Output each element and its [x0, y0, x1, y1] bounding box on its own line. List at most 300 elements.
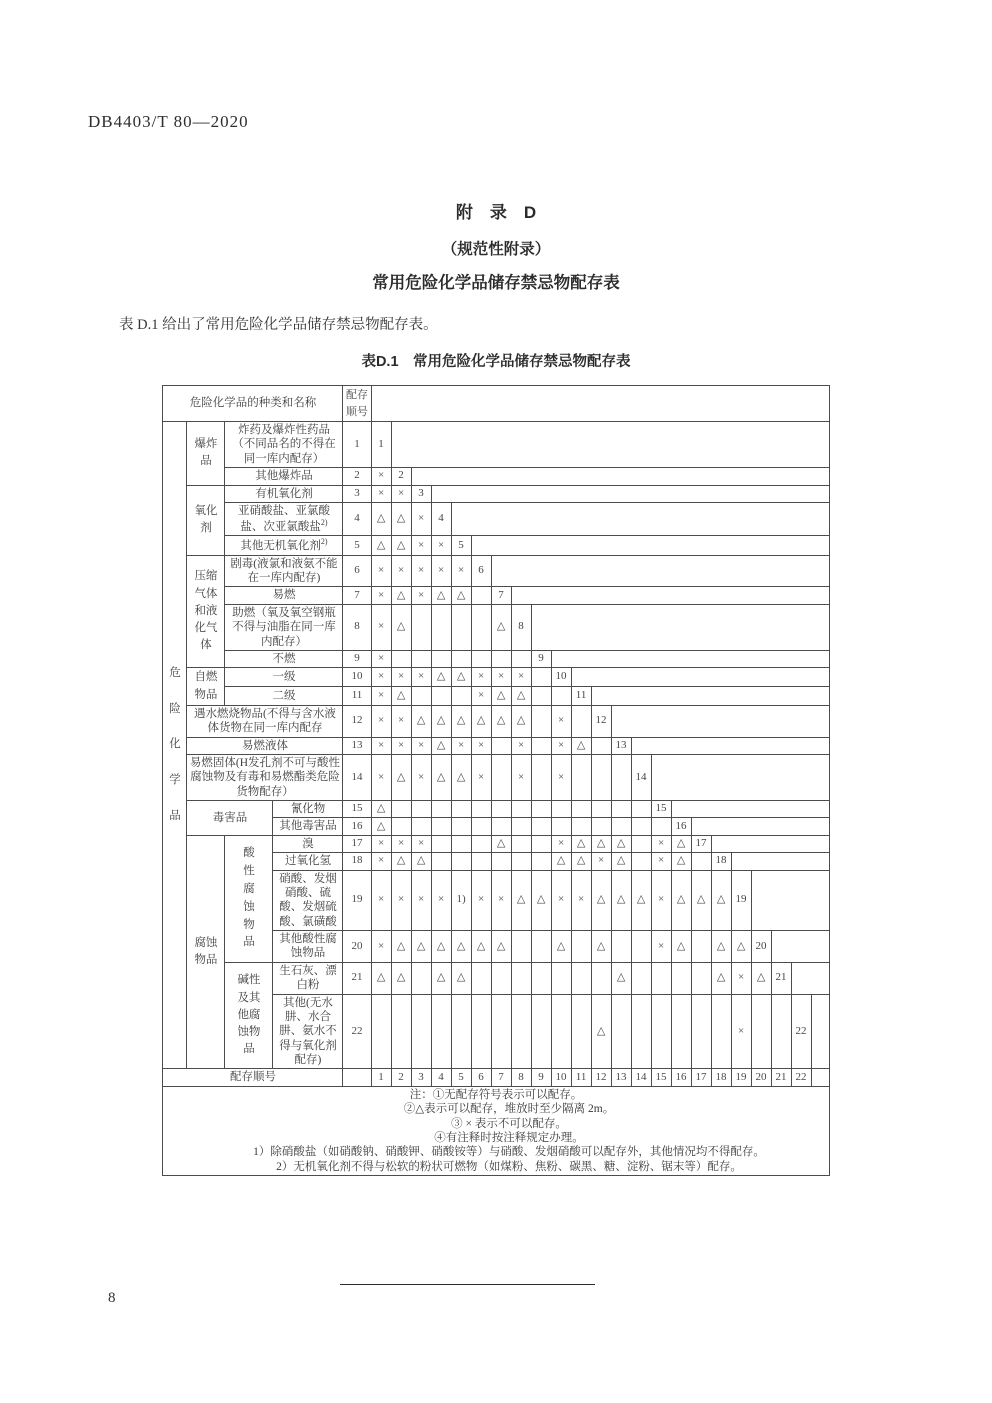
matrix-cell-r17-c11: △ [571, 835, 591, 852]
matrix-cell-r21-c2: △ [391, 962, 411, 994]
matrix-diagonal-10: 10 [551, 668, 571, 687]
matrix-cell-r16-c15 [651, 818, 671, 835]
compatibility-table [162, 385, 829, 1176]
footnote-mark: 2) [320, 518, 328, 528]
row-label-14: 易燃固体(H发孔剂不可与酸性腐蚀物及有毒和易燃酯类危险货物配存） [187, 754, 343, 800]
matrix-void [691, 818, 829, 835]
matrix-diagonal-1: 1 [371, 422, 391, 468]
footer-number-12: 12 [591, 1069, 611, 1086]
matrix-cell-r20-c1: × [371, 931, 391, 963]
matrix-cell-r10-c9 [531, 668, 551, 687]
matrix-cell-r15-c12 [591, 801, 611, 818]
matrix-cell-r10-c4: △ [431, 668, 451, 687]
header-seq-label: 配存顺号 [346, 389, 368, 418]
matrix-cell-r17-c15: × [651, 835, 671, 852]
matrix-cell-r20-c4: △ [431, 931, 451, 963]
row-number-12: 12 [343, 705, 371, 737]
matrix-cell-r8-c7: △ [491, 604, 511, 650]
row-number-4: 4 [343, 502, 371, 536]
matrix-cell-r19-c9: △ [531, 870, 551, 931]
matrix-cell-r15-c5 [451, 801, 471, 818]
category-root: 危险化学品 [163, 422, 187, 1069]
matrix-void [551, 650, 829, 667]
footer-number-13: 13 [611, 1069, 631, 1086]
matrix-cell-r16-c14 [631, 818, 651, 835]
row-label-11: 二级 [225, 687, 343, 706]
notes-cell [163, 1086, 829, 1175]
matrix-cell-r10-c8: × [511, 668, 531, 687]
matrix-cell-r20-c14 [631, 931, 651, 963]
matrix-cell-r12-c8: △ [511, 705, 531, 737]
matrix-cell-r14-c6: × [471, 754, 491, 800]
row-label-12: 遇水燃烧物品(不得与含水液体货物在同一库内配存 [187, 705, 343, 737]
matrix-diagonal-6: 6 [471, 555, 491, 587]
matrix-cell-r16-c3 [411, 818, 431, 835]
matrix-cell-r20-c18: △ [711, 931, 731, 963]
matrix-cell-r12-c10: × [551, 705, 571, 737]
row-label-13: 易燃液体 [187, 737, 343, 754]
note-line-1: 注：①无配存符号表示可以配存。 [409, 1088, 583, 1101]
row-label-6: 剧毒(液氯和液氨不能在一库内配存) [225, 555, 343, 587]
matrix-cell-r6-c4: × [431, 555, 451, 587]
row-number-10: 10 [343, 668, 371, 687]
matrix-cell-r20-c8 [511, 931, 531, 963]
matrix-void [411, 468, 829, 485]
matrix-cell-r19-c2: × [391, 870, 411, 931]
matrix-cell-r13-c12 [591, 737, 611, 754]
matrix-diagonal-7: 7 [491, 587, 511, 604]
matrix-cell-r22-c19: × [731, 994, 751, 1069]
matrix-cell-r11-c1: × [371, 687, 391, 706]
content-area [90, 0, 902, 1176]
footer-number-7: 7 [491, 1069, 511, 1086]
matrix-cell-r14-c10: × [551, 754, 571, 800]
note-line-2: ②△表示可以配存，堆放时至少隔离 2m。 [403, 1103, 615, 1116]
matrix-cell-r11-c3 [411, 687, 431, 706]
footer-number-16: 16 [671, 1069, 691, 1086]
matrix-cell-r18-c5 [451, 853, 471, 870]
matrix-diagonal-17: 17 [691, 835, 711, 852]
matrix-cell-r20-c6: △ [471, 931, 491, 963]
matrix-cell-r8-c1: × [371, 604, 391, 650]
row-label-19: 硝酸、发烟硝酸、硫酸、发烟硫酸、氯磺酸 [273, 870, 343, 931]
matrix-cell-r20-c11 [571, 931, 591, 963]
matrix-cell-r12-c11 [571, 705, 591, 737]
matrix-cell-r14-c8: × [511, 754, 531, 800]
matrix-cell-r10-c5: △ [451, 668, 471, 687]
matrix-cell-r10-c3: × [411, 668, 431, 687]
matrix-cell-r17-c12: △ [591, 835, 611, 852]
matrix-cell-r19-c16: △ [671, 870, 691, 931]
matrix-cell-r14-c7 [491, 754, 511, 800]
matrix-cell-r16-c11 [571, 818, 591, 835]
matrix-cell-r15-c7 [491, 801, 511, 818]
footer-separator [340, 1284, 595, 1285]
matrix-cell-r4-c1: △ [371, 502, 391, 536]
matrix-cell-r18-c7 [491, 853, 511, 870]
matrix-cell-r5-c2: △ [391, 536, 411, 555]
matrix-cell-r5-c1: △ [371, 536, 391, 555]
matrix-cell-r9-c7 [491, 650, 511, 667]
row-label-2: 其他爆炸品 [225, 468, 343, 485]
table-row-4 [163, 502, 829, 536]
row-number-7: 7 [343, 587, 371, 604]
matrix-cell-r17-c2: × [391, 835, 411, 852]
table-row-12 [163, 705, 829, 737]
matrix-void [511, 587, 829, 604]
matrix-cell-r22-c16 [671, 994, 691, 1069]
matrix-cell-r8-c3 [411, 604, 431, 650]
matrix-diagonal-19: 19 [731, 870, 751, 931]
matrix-void [751, 870, 829, 931]
row-label-22: 其他(无水肼、水合肼、氨水不得与氧化剂配存) [273, 994, 343, 1069]
appendix-type: （规范性附录） [441, 241, 551, 258]
table-notes-row [163, 1086, 829, 1175]
row-number-17: 17 [343, 835, 371, 852]
matrix-cell-r18-c4 [431, 853, 451, 870]
doc-code: DB4403/T 80—2020 [88, 112, 249, 131]
matrix-cell-r16-c8 [511, 818, 531, 835]
row-label-18: 过氧化氢 [273, 853, 343, 870]
matrix-cell-r20-c17 [691, 931, 711, 963]
matrix-cell-r21-c4: △ [431, 962, 451, 994]
matrix-cell-r12-c1: × [371, 705, 391, 737]
table-row-14 [163, 754, 829, 800]
matrix-cell-r16-c4 [431, 818, 451, 835]
matrix-cell-r6-c2: × [391, 555, 411, 587]
matrix-cell-r21-c9 [531, 962, 551, 994]
matrix-cell-r17-c13: △ [611, 835, 631, 852]
row-number-1: 1 [343, 422, 371, 468]
matrix-void [791, 962, 829, 994]
row-number-14: 14 [343, 754, 371, 800]
matrix-diagonal-9: 9 [531, 650, 551, 667]
matrix-cell-r21-c3 [411, 962, 431, 994]
row-label-15: 氰化物 [273, 801, 343, 818]
table-row-15 [163, 801, 829, 818]
matrix-cell-r8-c5 [451, 604, 471, 650]
matrix-cell-r14-c2: △ [391, 754, 411, 800]
matrix-diagonal-5: 5 [451, 536, 471, 555]
matrix-cell-r18-c12: × [591, 853, 611, 870]
matrix-cell-r15-c11 [571, 801, 591, 818]
matrix-void [491, 555, 829, 587]
row-number-8: 8 [343, 604, 371, 650]
matrix-cell-r12-c3: △ [411, 705, 431, 737]
footer-number-20: 20 [751, 1069, 771, 1086]
matrix-cell-r6-c5: × [451, 555, 471, 587]
matrix-diagonal-21: 21 [771, 962, 791, 994]
footnote-mark: 2) [320, 537, 328, 547]
matrix-cell-r15-c4 [431, 801, 451, 818]
matrix-cell-r19-c17: △ [691, 870, 711, 931]
footer-number-18: 18 [711, 1069, 731, 1086]
matrix-cell-r11-c7: △ [491, 687, 511, 706]
category-group-corrosive: 腐蚀物品 [187, 835, 225, 1069]
matrix-cell-r18-c16: △ [671, 853, 691, 870]
row-number-13: 13 [343, 737, 371, 754]
matrix-cell-r13-c3: × [411, 737, 431, 754]
category-group-compressed-gas: 压缩气体和液化气体 [187, 555, 225, 668]
matrix-cell-r13-c1: × [371, 737, 391, 754]
matrix-cell-r20-c19: △ [731, 931, 751, 963]
footer-seq-label: 配存顺号 [163, 1069, 343, 1086]
matrix-diagonal-22: 22 [791, 994, 811, 1069]
matrix-cell-r7-c2: △ [391, 587, 411, 604]
matrix-cell-r11-c10 [551, 687, 571, 706]
matrix-cell-r18-c15: × [651, 853, 671, 870]
matrix-cell-r21-c6 [471, 962, 491, 994]
matrix-cell-r12-c6: △ [471, 705, 491, 737]
matrix-cell-r10-c7: × [491, 668, 511, 687]
matrix-cell-r5-c3: × [411, 536, 431, 555]
note-line-6: 2）无机氧化剂不得与松软的粉状可燃物（如煤粉、焦粉、碳黑、糖、淀粉、锯末等）配存。 [276, 1160, 742, 1173]
matrix-cell-r19-c13: △ [611, 870, 631, 931]
matrix-cell-r10-c2: × [391, 668, 411, 687]
matrix-cell-r20-c13 [611, 931, 631, 963]
matrix-cell-r4-c3: × [411, 502, 431, 536]
row-number-2: 2 [343, 468, 371, 485]
row-number-21: 21 [343, 962, 371, 994]
matrix-cell-r17-c10: × [551, 835, 571, 852]
matrix-cell-r9-c1: × [371, 650, 391, 667]
matrix-cell-r19-c11: × [571, 870, 591, 931]
matrix-cell-r8-c2: △ [391, 604, 411, 650]
matrix-cell-r22-c8 [511, 994, 531, 1069]
matrix-cell-r18-c10: △ [551, 853, 571, 870]
footer-number-11: 11 [571, 1069, 591, 1086]
note-line-4: ④有注释时按注释规定办理。 [434, 1131, 584, 1144]
matrix-cell-r19-c18: △ [711, 870, 731, 931]
matrix-diagonal-15: 15 [651, 801, 671, 818]
matrix-cell-r11-c8: △ [511, 687, 531, 706]
matrix-cell-r15-c8 [511, 801, 531, 818]
matrix-cell-r21-c12 [591, 962, 611, 994]
note-line-3: ③ × 表示不可以配存。 [451, 1117, 567, 1130]
footer-number-15: 15 [651, 1069, 671, 1086]
matrix-cell-r11-c9 [531, 687, 551, 706]
matrix-cell-r22-c10 [551, 994, 571, 1069]
matrix-cell-r20-c5: △ [451, 931, 471, 963]
footer-number-21: 21 [771, 1069, 791, 1086]
matrix-cell-r9-c8 [511, 650, 531, 667]
matrix-cell-r13-c6: × [471, 737, 491, 754]
matrix-void [731, 853, 829, 870]
matrix-cell-r21-c14 [631, 962, 651, 994]
matrix-cell-r7-c5: △ [451, 587, 471, 604]
table-row-8 [163, 604, 829, 650]
matrix-cell-r19-c3: × [411, 870, 431, 931]
matrix-cell-r12-c7: △ [491, 705, 511, 737]
footer-number-1: 1 [371, 1069, 391, 1086]
matrix-cell-r14-c3: × [411, 754, 431, 800]
matrix-cell-r22-c12: △ [591, 994, 611, 1069]
matrix-cell-r13-c4: △ [431, 737, 451, 754]
matrix-void [611, 705, 829, 737]
matrix-cell-r18-c17 [691, 853, 711, 870]
matrix-cell-r18-c8 [511, 853, 531, 870]
matrix-cell-r18-c14 [631, 853, 651, 870]
matrix-cell-r19-c4: × [431, 870, 451, 931]
matrix-cell-r7-c6 [471, 587, 491, 604]
matrix-cell-r10-c1: × [371, 668, 391, 687]
footer-blank-cell [343, 1069, 371, 1086]
matrix-cell-r18-c2: △ [391, 853, 411, 870]
footer-number-8: 8 [511, 1069, 531, 1086]
matrix-cell-r22-c13 [611, 994, 631, 1069]
matrix-diagonal-16: 16 [671, 818, 691, 835]
matrix-cell-r3-c2: × [391, 485, 411, 502]
matrix-cell-r16-c10 [551, 818, 571, 835]
row-label-9: 不燃 [225, 650, 343, 667]
matrix-cell-r13-c8: × [511, 737, 531, 754]
header-void [371, 386, 829, 422]
matrix-cell-r21-c13: △ [611, 962, 631, 994]
table-footer-row [163, 1069, 829, 1086]
row-label-21: 生石灰、漂白粉 [273, 962, 343, 994]
row-number-19: 19 [343, 870, 371, 931]
matrix-cell-r9-c4 [431, 650, 451, 667]
matrix-void [451, 502, 829, 536]
category-group-pyrophoric: 自燃物品 [187, 668, 225, 706]
matrix-cell-r19-c5: 1) [451, 870, 471, 931]
matrix-cell-r4-c2: △ [391, 502, 411, 536]
table-row-1 [163, 422, 829, 468]
matrix-cell-r3-c1: × [371, 485, 391, 502]
row-number-3: 3 [343, 485, 371, 502]
table-row-17 [163, 835, 829, 852]
matrix-cell-r21-c20: △ [751, 962, 771, 994]
row-label-5: 其他无机氧化剂$^{2)}$ [225, 536, 343, 555]
matrix-cell-r14-c4: △ [431, 754, 451, 800]
row-label-17: 溴 [273, 835, 343, 852]
matrix-cell-r21-c8 [511, 962, 531, 994]
matrix-cell-r22-c4 [431, 994, 451, 1069]
matrix-cell-r14-c5: △ [451, 754, 471, 800]
matrix-cell-r19-c15: × [651, 870, 671, 931]
matrix-cell-r22-c9 [531, 994, 551, 1069]
matrix-cell-r21-c18: △ [711, 962, 731, 994]
footer-number-22: 22 [791, 1069, 811, 1086]
matrix-cell-r12-c5: △ [451, 705, 471, 737]
matrix-cell-r19-c8: △ [511, 870, 531, 931]
table-header-row [163, 386, 829, 422]
matrix-cell-r22-c1 [371, 994, 391, 1069]
footer-number-4: 4 [431, 1069, 451, 1086]
matrix-void [571, 668, 829, 687]
header-name-cell: 危险化学品的种类和名称 [163, 386, 343, 422]
matrix-cell-r14-c12 [591, 754, 611, 800]
table-row-2 [163, 468, 829, 485]
matrix-cell-r7-c3: × [411, 587, 431, 604]
matrix-cell-r14-c1: × [371, 754, 391, 800]
footer-number-14: 14 [631, 1069, 651, 1086]
matrix-void [671, 801, 829, 818]
matrix-cell-r22-c2 [391, 994, 411, 1069]
matrix-void [651, 754, 829, 800]
matrix-cell-r19-c6: × [471, 870, 491, 931]
category-group-oxidizers: 氧化剂 [187, 485, 225, 555]
matrix-cell-r16-c2 [391, 818, 411, 835]
matrix-cell-r22-c7 [491, 994, 511, 1069]
matrix-cell-r19-c14: △ [631, 870, 651, 931]
matrix-cell-r15-c2 [391, 801, 411, 818]
matrix-cell-r12-c4: △ [431, 705, 451, 737]
matrix-cell-r12-c2: × [391, 705, 411, 737]
matrix-cell-r17-c7: △ [491, 835, 511, 852]
matrix-cell-r18-c13: △ [611, 853, 631, 870]
appendix-title: 附 录 D [455, 203, 537, 222]
matrix-diagonal-4: 4 [431, 502, 451, 536]
matrix-cell-r15-c10 [551, 801, 571, 818]
matrix-cell-r16-c1: △ [371, 818, 391, 835]
intro-paragraph: 表 D.1 给出了常用危险化学品储存禁忌物配存表。 [119, 317, 438, 333]
matrix-cell-r22-c3 [411, 994, 431, 1069]
matrix-cell-r15-c6 [471, 801, 491, 818]
footer-number-6: 6 [471, 1069, 491, 1086]
matrix-cell-r16-c13 [611, 818, 631, 835]
category-group-explosives: 爆炸品 [187, 422, 225, 486]
matrix-cell-r22-c20 [751, 994, 771, 1069]
category-group-toxic: 毒害品 [187, 801, 273, 836]
matrix-diagonal-8: 8 [511, 604, 531, 650]
matrix-cell-r13-c2: × [391, 737, 411, 754]
matrix-cell-r16-c5 [451, 818, 471, 835]
matrix-cell-r19-c12: △ [591, 870, 611, 931]
note-line-5: 1）除硝酸盐（如硝酸钠、硝酸钾、硝酸铵等）与硝酸、发烟硝酸可以配存外，其他情况均不得配存。 [253, 1146, 765, 1159]
row-number-18: 18 [343, 853, 371, 870]
matrix-cell-r17-c16: △ [671, 835, 691, 852]
matrix-cell-r17-c9 [531, 835, 551, 852]
matrix-cell-r20-c12: △ [591, 931, 611, 963]
row-label-3: 有机氧化剂 [225, 485, 343, 502]
row-number-6: 6 [343, 555, 371, 587]
matrix-cell-r17-c8 [511, 835, 531, 852]
matrix-cell-r21-c15 [651, 962, 671, 994]
matrix-cell-r11-c2: △ [391, 687, 411, 706]
matrix-cell-r17-c6 [471, 835, 491, 852]
matrix-cell-r17-c5 [451, 835, 471, 852]
matrix-cell-r21-c10 [551, 962, 571, 994]
matrix-cell-r8-c4 [431, 604, 451, 650]
matrix-cell-r11-c6: × [471, 687, 491, 706]
matrix-diagonal-3: 3 [411, 485, 431, 502]
matrix-diagonal-20: 20 [751, 931, 771, 963]
matrix-cell-r13-c5: × [451, 737, 471, 754]
row-label-20: 其他酸性腐蚀物品 [273, 931, 343, 963]
matrix-cell-r18-c1: × [371, 853, 391, 870]
matrix-diagonal-13: 13 [611, 737, 631, 754]
matrix-cell-r11-c4 [431, 687, 451, 706]
table-row-9 [163, 650, 829, 667]
table-row-6 [163, 555, 829, 587]
matrix-cell-r11-c5 [451, 687, 471, 706]
row-label-4: 亚硝酸盐、亚氯酸盐、次亚氯酸盐$^{2)}$ [225, 502, 343, 536]
matrix-cell-r16-c7 [491, 818, 511, 835]
matrix-cell-r12-c9 [531, 705, 551, 737]
footer-number-3: 3 [411, 1069, 431, 1086]
matrix-cell-r8-c6 [471, 604, 491, 650]
table-caption: 表D.1 常用危险化学品储存禁忌物配存表 [361, 354, 631, 370]
matrix-diagonal-14: 14 [631, 754, 651, 800]
matrix-cell-r22-c15 [651, 994, 671, 1069]
matrix-cell-r18-c6 [471, 853, 491, 870]
matrix-cell-r20-c10: △ [551, 931, 571, 963]
matrix-cell-r13-c10: × [551, 737, 571, 754]
matrix-void [771, 931, 829, 963]
row-label-1: 炸药及爆炸性药品（不同品名的不得在同一库内配存） [225, 422, 343, 468]
matrix-cell-r20-c2: △ [391, 931, 411, 963]
